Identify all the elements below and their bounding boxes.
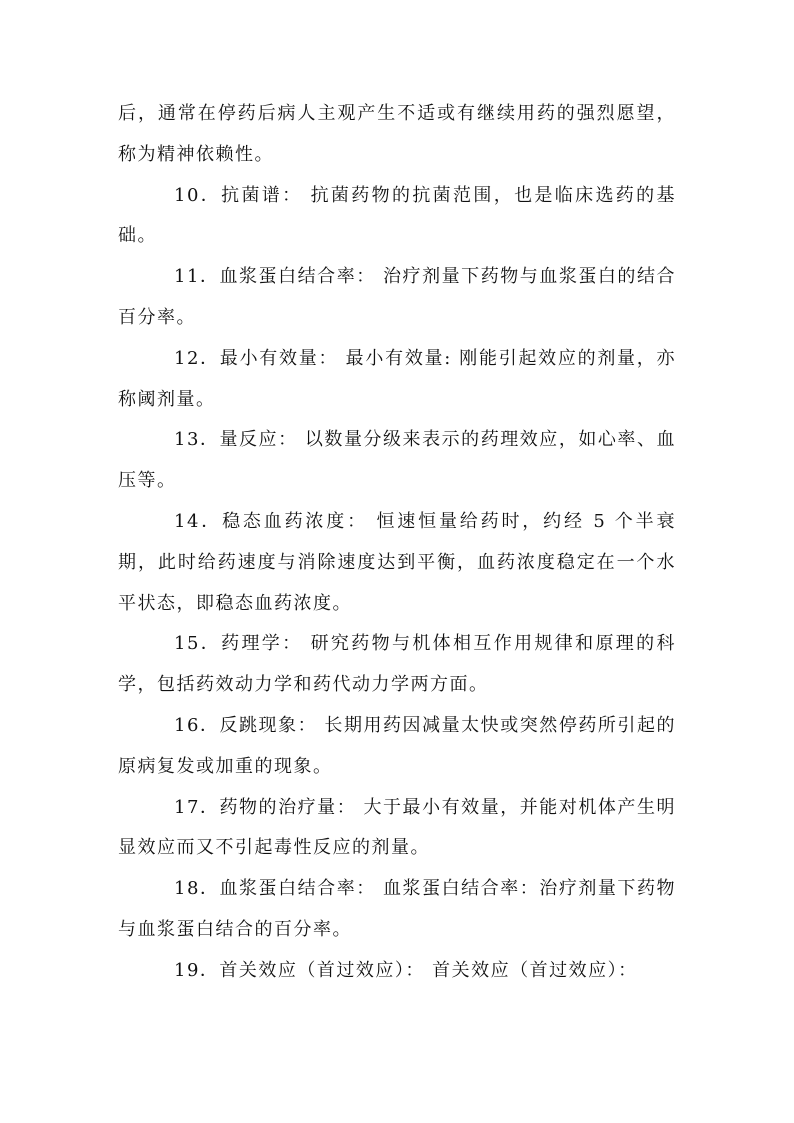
glossary-entry-11 <box>118 257 676 339</box>
term-name: 量反应： <box>219 429 298 451</box>
glossary-entry-18 <box>118 869 676 951</box>
definition-text: 大于最小有效量，并能对机体产生明显效应而又不引起毒性反应的剂量。 <box>118 796 677 859</box>
definition-text: 研究药物与机体相互作用规律和原理的科学，包括药效动力学和药代动力学两方面。 <box>118 633 677 696</box>
entry-number: 17． <box>174 796 220 818</box>
term-name: 最小有效量： <box>219 347 339 369</box>
definition-text: 后，通常在停药后病人主观产生不适或有继续用药的强烈愿望，称为精神依赖性。 <box>118 103 676 165</box>
term-name: 药理学： <box>221 633 303 655</box>
definition-text: 治疗剂量下药物与血浆蛋白的结合百分率。 <box>118 266 677 328</box>
term-name: 血浆蛋白结合率： <box>219 878 376 900</box>
definition-text: 首关效应（首过效应）： <box>424 959 638 981</box>
term-name: 血浆蛋白结合率： <box>219 266 376 288</box>
definition-text: 长期用药因减量太快或突然停药所引起的原病复发或加重的现象。 <box>118 714 676 777</box>
glossary-entry-14 <box>118 502 676 624</box>
glossary-entry-15 <box>118 624 676 706</box>
definition-text: 抗菌药物的抗菌范围，也是临床选药的基础。 <box>118 184 677 247</box>
glossary-entry-17 <box>118 788 676 870</box>
term-name: 首关效应（首过效应）： <box>219 959 425 981</box>
glossary-entry-19 <box>118 951 676 992</box>
definition-text: 最小有效量: 刚能引起效应的剂量，亦称阈剂量。 <box>118 347 677 410</box>
glossary-entry-12 <box>118 339 676 421</box>
entry-number: 11． <box>174 266 220 288</box>
term-name: 抗菌谱： <box>221 184 303 206</box>
term-name: 药物的治疗量： <box>219 796 357 818</box>
entry-number: 10． <box>174 184 222 206</box>
definition-text: 以数量分级来表示的药理效应，如心率、血压等。 <box>118 429 676 492</box>
term-name: 稳态血药浓度： <box>222 510 368 532</box>
glossary-entry-13 <box>118 420 676 502</box>
glossary-entry-10 <box>118 176 676 258</box>
term-name: 反跳现象： <box>219 714 318 736</box>
entry-number: 18． <box>174 878 220 900</box>
paragraph-continuation <box>118 94 676 176</box>
definition-text: 血浆蛋白结合率：治疗剂量下药物与血浆蛋白结合的百分率。 <box>118 878 677 940</box>
entry-number: 12． <box>174 347 220 369</box>
entry-number: 19． <box>174 959 220 981</box>
document-body <box>118 94 676 992</box>
definition-text: 恒速恒量给药时，约经 5 个半衰期，此时给药速度与消除速度达到平衡，血药浓度稳定在一个水平状态，即稳态血药浓度。 <box>118 510 677 614</box>
glossary-entry-16 <box>118 706 676 788</box>
entry-number: 13． <box>174 429 220 451</box>
entry-number: 16． <box>174 714 220 736</box>
entry-number: 15． <box>174 633 222 655</box>
entry-number: 14． <box>174 510 223 532</box>
